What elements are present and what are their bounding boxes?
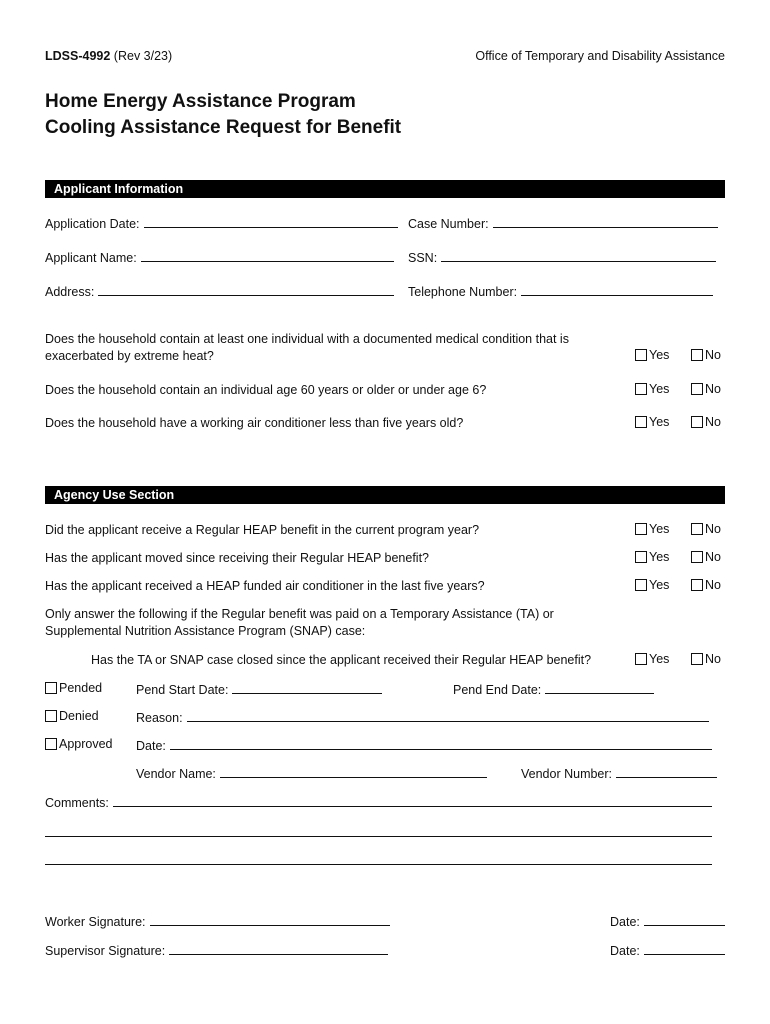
reason-field[interactable]	[136, 709, 709, 725]
ta-snap-note: Only answer the following if the Regular benefit was paid on a Temporary Assistance (TA) or Supplemental Nutrition Assistance Program (SNAP) case:	[45, 607, 554, 638]
checkbox[interactable]	[635, 551, 647, 563]
agency-q1-yes[interactable]	[635, 522, 669, 536]
checkbox[interactable]	[635, 416, 647, 428]
ssn-line[interactable]	[441, 249, 716, 262]
applicant-name-label: Applicant Name:	[45, 251, 137, 265]
applicant-q2-no[interactable]	[691, 382, 721, 396]
form-number: LDSS-4992	[45, 49, 111, 63]
page-title-line1: Home Energy Assistance Program	[45, 91, 356, 112]
vendor-name-label: Vendor Name:	[136, 767, 216, 781]
applicant-q1-no[interactable]	[691, 348, 721, 362]
supervisor-signature-field[interactable]	[45, 942, 388, 958]
yes-label: Yes	[649, 578, 670, 592]
pend-start-date-field[interactable]	[136, 681, 382, 697]
applicant-question-2: Does the household contain an individual age 60 years or older or under age 6?	[45, 383, 487, 397]
address-line[interactable]	[98, 283, 394, 296]
checkbox[interactable]	[45, 738, 57, 750]
application-date-line[interactable]	[144, 215, 398, 228]
agency-question-3: Has the applicant received a HEAP funded air conditioner in the last five years?	[45, 579, 485, 593]
checkbox[interactable]	[691, 383, 703, 395]
no-label: No	[705, 415, 721, 429]
comments-line-3[interactable]	[45, 863, 712, 865]
applicant-q3-no[interactable]	[691, 415, 721, 429]
yes-label: Yes	[649, 522, 670, 536]
checkbox[interactable]	[635, 579, 647, 591]
form-revision: (Rev 3/23)	[113, 49, 173, 63]
agency-q1-no[interactable]	[691, 522, 721, 536]
address-field[interactable]	[45, 283, 394, 299]
checkbox[interactable]	[45, 710, 57, 722]
applicant-name-line[interactable]	[141, 249, 394, 262]
checkbox[interactable]	[691, 579, 703, 591]
yes-label: Yes	[649, 415, 670, 429]
vendor-number-line[interactable]	[616, 765, 717, 778]
pend-start-date-line[interactable]	[232, 681, 382, 694]
applicant-q1-yes[interactable]	[635, 348, 669, 362]
agency-q2-yes[interactable]	[635, 550, 669, 564]
pend-end-date-line[interactable]	[545, 681, 654, 694]
comments-field[interactable]	[45, 794, 712, 810]
reason-line[interactable]	[187, 709, 709, 722]
no-label: No	[705, 382, 721, 396]
no-label: No	[705, 348, 721, 362]
comments-line-1[interactable]	[113, 794, 712, 807]
no-label: No	[705, 578, 721, 592]
telephone-field[interactable]	[408, 283, 713, 299]
no-label: No	[705, 550, 721, 564]
applicant-name-field[interactable]	[45, 249, 394, 265]
yes-label: Yes	[649, 382, 670, 396]
supervisor-signature-line[interactable]	[169, 942, 388, 955]
denied-checkbox[interactable]	[45, 709, 99, 723]
application-date-field[interactable]	[45, 215, 398, 231]
approved-checkbox[interactable]	[45, 737, 113, 751]
ta-snap-question: Has the TA or SNAP case closed since the applicant received their Regular HEAP benefit?	[91, 653, 592, 667]
approval-date-line[interactable]	[170, 737, 712, 750]
agency-q3-yes[interactable]	[635, 578, 669, 592]
yes-label: Yes	[649, 348, 670, 362]
pended-checkbox[interactable]	[45, 681, 102, 695]
pended-label: Pended	[59, 681, 103, 695]
reason-label: Reason:	[136, 711, 183, 725]
comments-label: Comments:	[45, 796, 109, 810]
vendor-number-label: Vendor Number:	[521, 767, 613, 781]
worker-date-label: Date:	[610, 915, 640, 929]
no-label: No	[705, 522, 721, 536]
ssn-label: SSN:	[408, 251, 438, 265]
checkbox[interactable]	[635, 653, 647, 665]
checkbox[interactable]	[691, 653, 703, 665]
case-number-label: Case Number:	[408, 217, 489, 231]
page-title-line2: Cooling Assistance Request for Benefit	[45, 117, 402, 138]
applicant-q2-yes[interactable]	[635, 382, 669, 396]
case-number-field[interactable]	[408, 215, 718, 231]
applicant-question-3: Does the household have a working air conditioner less than five years old?	[45, 416, 464, 430]
checkbox[interactable]	[635, 349, 647, 361]
vendor-name-line[interactable]	[220, 765, 487, 778]
agency-q2-no[interactable]	[691, 550, 721, 564]
checkbox[interactable]	[45, 682, 57, 694]
address-label: Address:	[45, 285, 95, 299]
supervisor-date-field[interactable]	[610, 942, 725, 958]
ssn-field[interactable]	[408, 249, 716, 265]
telephone-line[interactable]	[521, 283, 713, 296]
supervisor-signature-label: Supervisor Signature:	[45, 944, 166, 958]
approved-label: Approved	[59, 737, 113, 751]
application-date-label: Application Date:	[45, 217, 140, 231]
agency-question-1: Did the applicant receive a Regular HEAP benefit in the current program year?	[45, 523, 480, 537]
pend-end-date-label: Pend End Date:	[453, 683, 542, 697]
supervisor-date-label: Date:	[610, 944, 640, 958]
checkbox[interactable]	[691, 349, 703, 361]
form-code	[45, 49, 172, 63]
applicant-section-heading: Applicant Information	[45, 180, 725, 198]
worker-date-line[interactable]	[644, 913, 725, 926]
no-label: No	[705, 652, 721, 666]
applicant-question-1: Does the household contain at least one individual with a documented medical condition that is exacerbated by extreme heat?	[45, 332, 569, 363]
checkbox[interactable]	[691, 416, 703, 428]
worker-signature-label: Worker Signature:	[45, 915, 146, 929]
worker-signature-field[interactable]	[45, 913, 390, 929]
comments-line-2[interactable]	[45, 835, 712, 837]
worker-signature-line[interactable]	[150, 913, 390, 926]
pend-end-date-field[interactable]	[453, 681, 654, 697]
denied-label: Denied	[59, 709, 99, 723]
agency-section-heading: Agency Use Section	[45, 486, 725, 504]
yes-label: Yes	[649, 550, 670, 564]
telephone-label: Telephone Number:	[408, 285, 518, 299]
vendor-name-field[interactable]	[136, 765, 487, 781]
vendor-number-field[interactable]	[521, 765, 717, 781]
approval-date-field[interactable]	[136, 737, 712, 753]
checkbox[interactable]	[635, 383, 647, 395]
yes-label: Yes	[649, 652, 670, 666]
supervisor-date-line[interactable]	[644, 942, 725, 955]
checkbox[interactable]	[691, 523, 703, 535]
case-number-line[interactable]	[493, 215, 718, 228]
agency-question-2: Has the applicant moved since receiving their Regular HEAP benefit?	[45, 551, 430, 565]
agency-q3-no[interactable]	[691, 578, 721, 592]
pend-start-date-label: Pend Start Date:	[136, 683, 229, 697]
office-name: Office of Temporary and Disability Assistance	[475, 49, 725, 63]
checkbox[interactable]	[635, 523, 647, 535]
worker-date-field[interactable]	[610, 913, 725, 929]
applicant-q3-yes[interactable]	[635, 415, 669, 429]
approval-date-label: Date:	[136, 739, 166, 753]
ta-snap-no[interactable]	[691, 652, 721, 666]
checkbox[interactable]	[691, 551, 703, 563]
ta-snap-yes[interactable]	[635, 652, 669, 666]
